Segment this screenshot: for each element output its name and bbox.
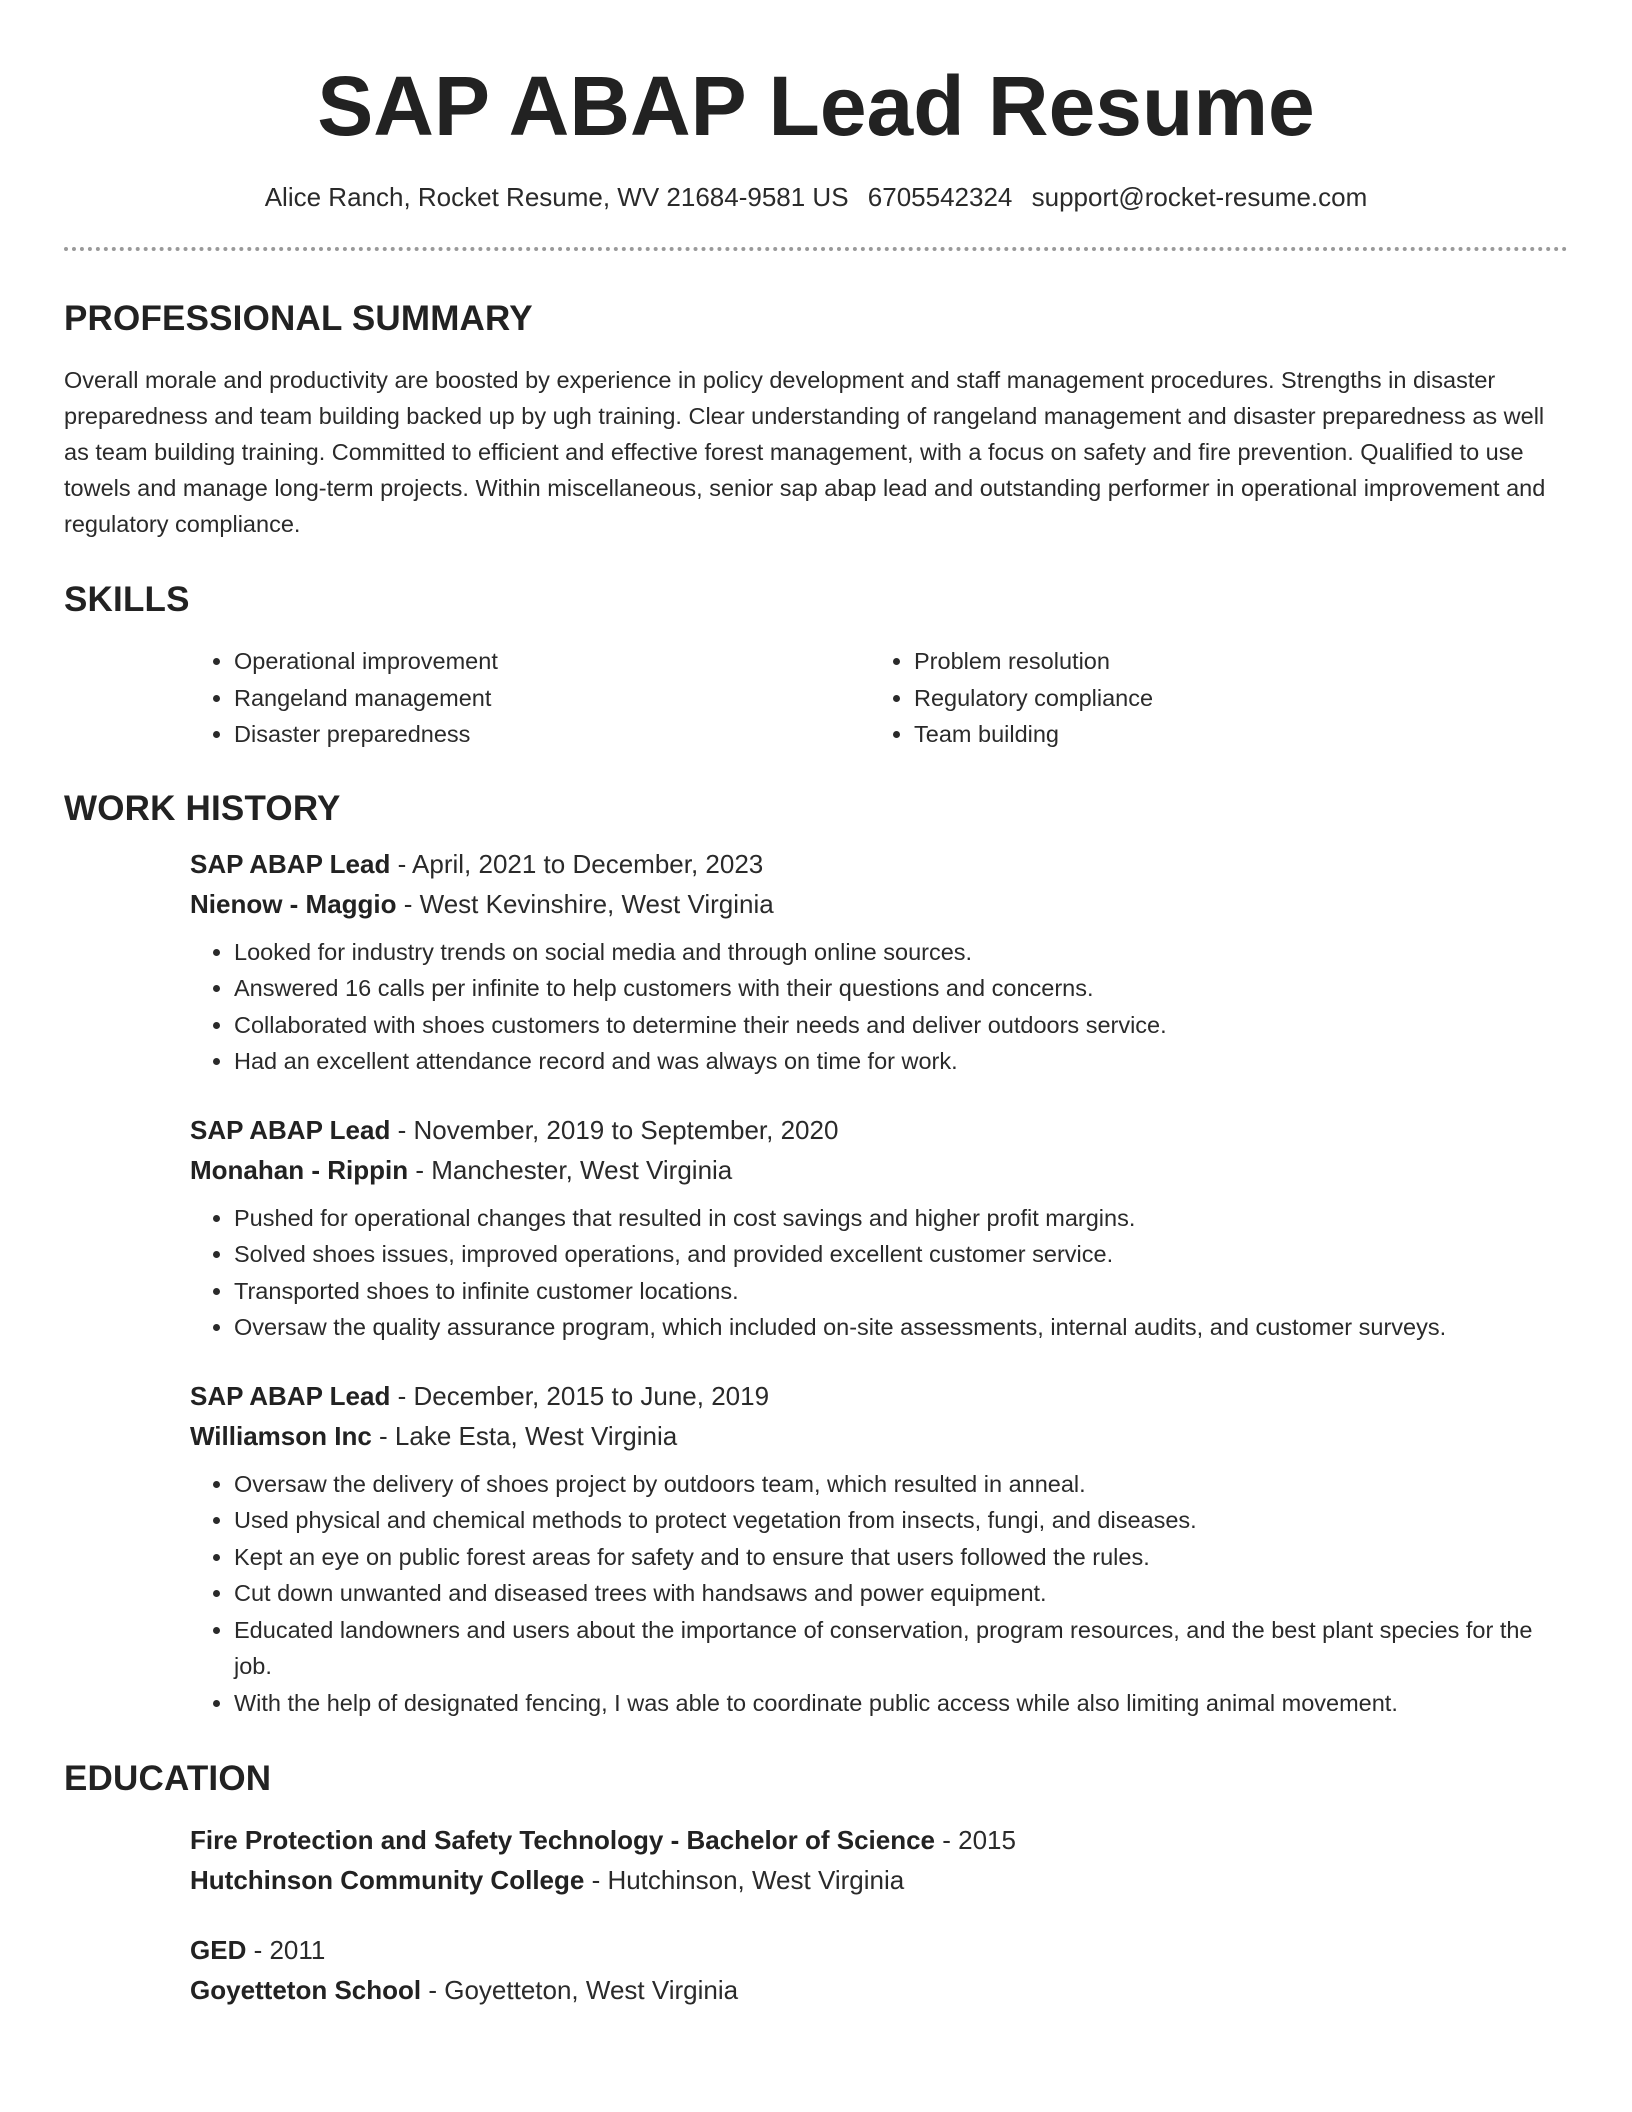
job-dates: - December, 2015 to June, 2019	[390, 1380, 770, 1411]
list-item: • Looked for industry trends on social media and through online sources.	[234, 934, 1568, 971]
list-item: • Used physical and chemical methods to protect vegetation from insects, fungi, and diseases.	[234, 1502, 1568, 1539]
skills-column-right	[870, 643, 1550, 753]
job-dates: - April, 2021 to December, 2023	[390, 848, 764, 879]
education-degree: Fire Protection and Safety Technology - Bachelor of Science	[190, 1825, 936, 1855]
list-item: • Collaborated with shoes customers to determine their needs and deliver outdoors service.	[234, 1007, 1568, 1044]
education-location: - Hutchinson, West Virginia	[584, 1865, 905, 1895]
skill-item: • Team building	[914, 716, 1550, 753]
list-item: • Oversaw the delivery of shoes project by outdoors team, which resulted in anneal.	[234, 1466, 1568, 1503]
education-school-line	[190, 1970, 1568, 2010]
skill-item: • Regulatory compliance	[914, 680, 1550, 717]
skill-item: • Operational improvement	[234, 643, 870, 680]
list-item: • Answered 16 calls per infinite to help customers with their questions and concerns.	[234, 970, 1568, 1007]
skills-column-left	[190, 643, 870, 753]
education-degree: GED	[190, 1935, 247, 1965]
job-duties	[190, 1466, 1568, 1722]
job-duties	[190, 934, 1568, 1080]
education-year: - 2015	[935, 1825, 1016, 1855]
education-year: - 2011	[246, 1935, 326, 1965]
education-school: Goyetteton School	[190, 1975, 422, 2005]
summary-text: Overall morale and productivity are boosted by experience in policy development and staff management procedures. Strengths in disaster preparedness and team building backed up by ugh training. Clear understanding of rangeland management and disaster preparedness as well as team building training. Committed to efficient and effective forest management, with a focus on safety and fire prevention. Qualified to use towels and manage long-term projects. Within miscellaneous, senior sap abap lead and outstanding performer in operational improvement and regulatory compliance.	[64, 367, 1546, 537]
education-location: - Goyetteton, West Virginia	[421, 1975, 739, 2005]
contact-email: support@rocket-resume.com	[1031, 182, 1368, 212]
job-company: Williamson Inc	[190, 1420, 372, 1451]
job-location: - Lake Esta, West Virginia	[371, 1420, 678, 1451]
list-item: • Oversaw the quality assurance program, which included on-site assessments, internal audits, and customer surveys.	[234, 1309, 1568, 1346]
page-title: SAP ABAP Lead Resume	[317, 59, 1315, 153]
job-company-line	[190, 1150, 1568, 1190]
job-company: Nienow - Maggio	[190, 888, 397, 919]
list-item: • With the help of designated fencing, I was able to coordinate public access while also limiting animal movement.	[234, 1685, 1568, 1722]
list-item: • Educated landowners and users about the importance of conservation, program resources, and the best plant species for the job.	[234, 1612, 1568, 1685]
job-dates: - November, 2019 to September, 2020	[390, 1114, 839, 1145]
job-title: SAP ABAP Lead	[190, 1114, 391, 1145]
contact-phone: 6705542324	[867, 182, 1013, 212]
job-company-line	[190, 884, 1568, 924]
skills-heading: SKILLS	[64, 580, 190, 619]
job-location: - Manchester, West Virginia	[408, 1154, 733, 1185]
list-item: • Solved shoes issues, improved operations, and provided excellent customer service.	[234, 1236, 1568, 1273]
education-school-line	[190, 1860, 1568, 1900]
skill-item: • Disaster preparedness	[234, 716, 870, 753]
job-title: SAP ABAP Lead	[190, 848, 391, 879]
skill-item: • Problem resolution	[914, 643, 1550, 680]
job-title-line	[190, 1376, 1568, 1416]
education-entry	[190, 1930, 1568, 2010]
list-item: • Kept an eye on public forest areas for safety and to ensure that users followed the rules.	[234, 1539, 1568, 1576]
skills-list	[190, 643, 1568, 753]
list-item: • Had an excellent attendance record and was always on time for work.	[234, 1043, 1568, 1080]
job-entry	[190, 1110, 1568, 1346]
job-title-line	[190, 1110, 1568, 1150]
education-heading: EDUCATION	[64, 1759, 272, 1798]
list-item: • Transported shoes to infinite customer locations.	[234, 1273, 1568, 1310]
education-entry	[190, 1820, 1568, 1900]
skill-item: • Rangeland management	[234, 680, 870, 717]
education-degree-line	[190, 1930, 1568, 1970]
education-school: Hutchinson Community College	[190, 1865, 585, 1895]
job-title: SAP ABAP Lead	[190, 1380, 391, 1411]
job-title-line	[190, 844, 1568, 884]
work-history-heading: WORK HISTORY	[64, 788, 341, 828]
job-location: - West Kevinshire, West Virginia	[396, 888, 774, 919]
job-entry	[190, 844, 1568, 1080]
job-duties	[190, 1200, 1568, 1346]
header-divider	[64, 247, 1568, 251]
job-company: Monahan - Rippin	[190, 1154, 409, 1185]
list-item: • Cut down unwanted and diseased trees with handsaws and power equipment.	[234, 1575, 1568, 1612]
education-degree-line	[190, 1820, 1568, 1860]
job-entry	[190, 1376, 1568, 1722]
contact-address: Alice Ranch, Rocket Resume, WV 21684-9581 US	[264, 182, 849, 212]
job-company-line	[190, 1416, 1568, 1456]
list-item: • Pushed for operational changes that resulted in cost savings and higher profit margins.	[234, 1200, 1568, 1237]
summary-heading: PROFESSIONAL SUMMARY	[64, 299, 533, 338]
contact-line	[64, 182, 1568, 213]
